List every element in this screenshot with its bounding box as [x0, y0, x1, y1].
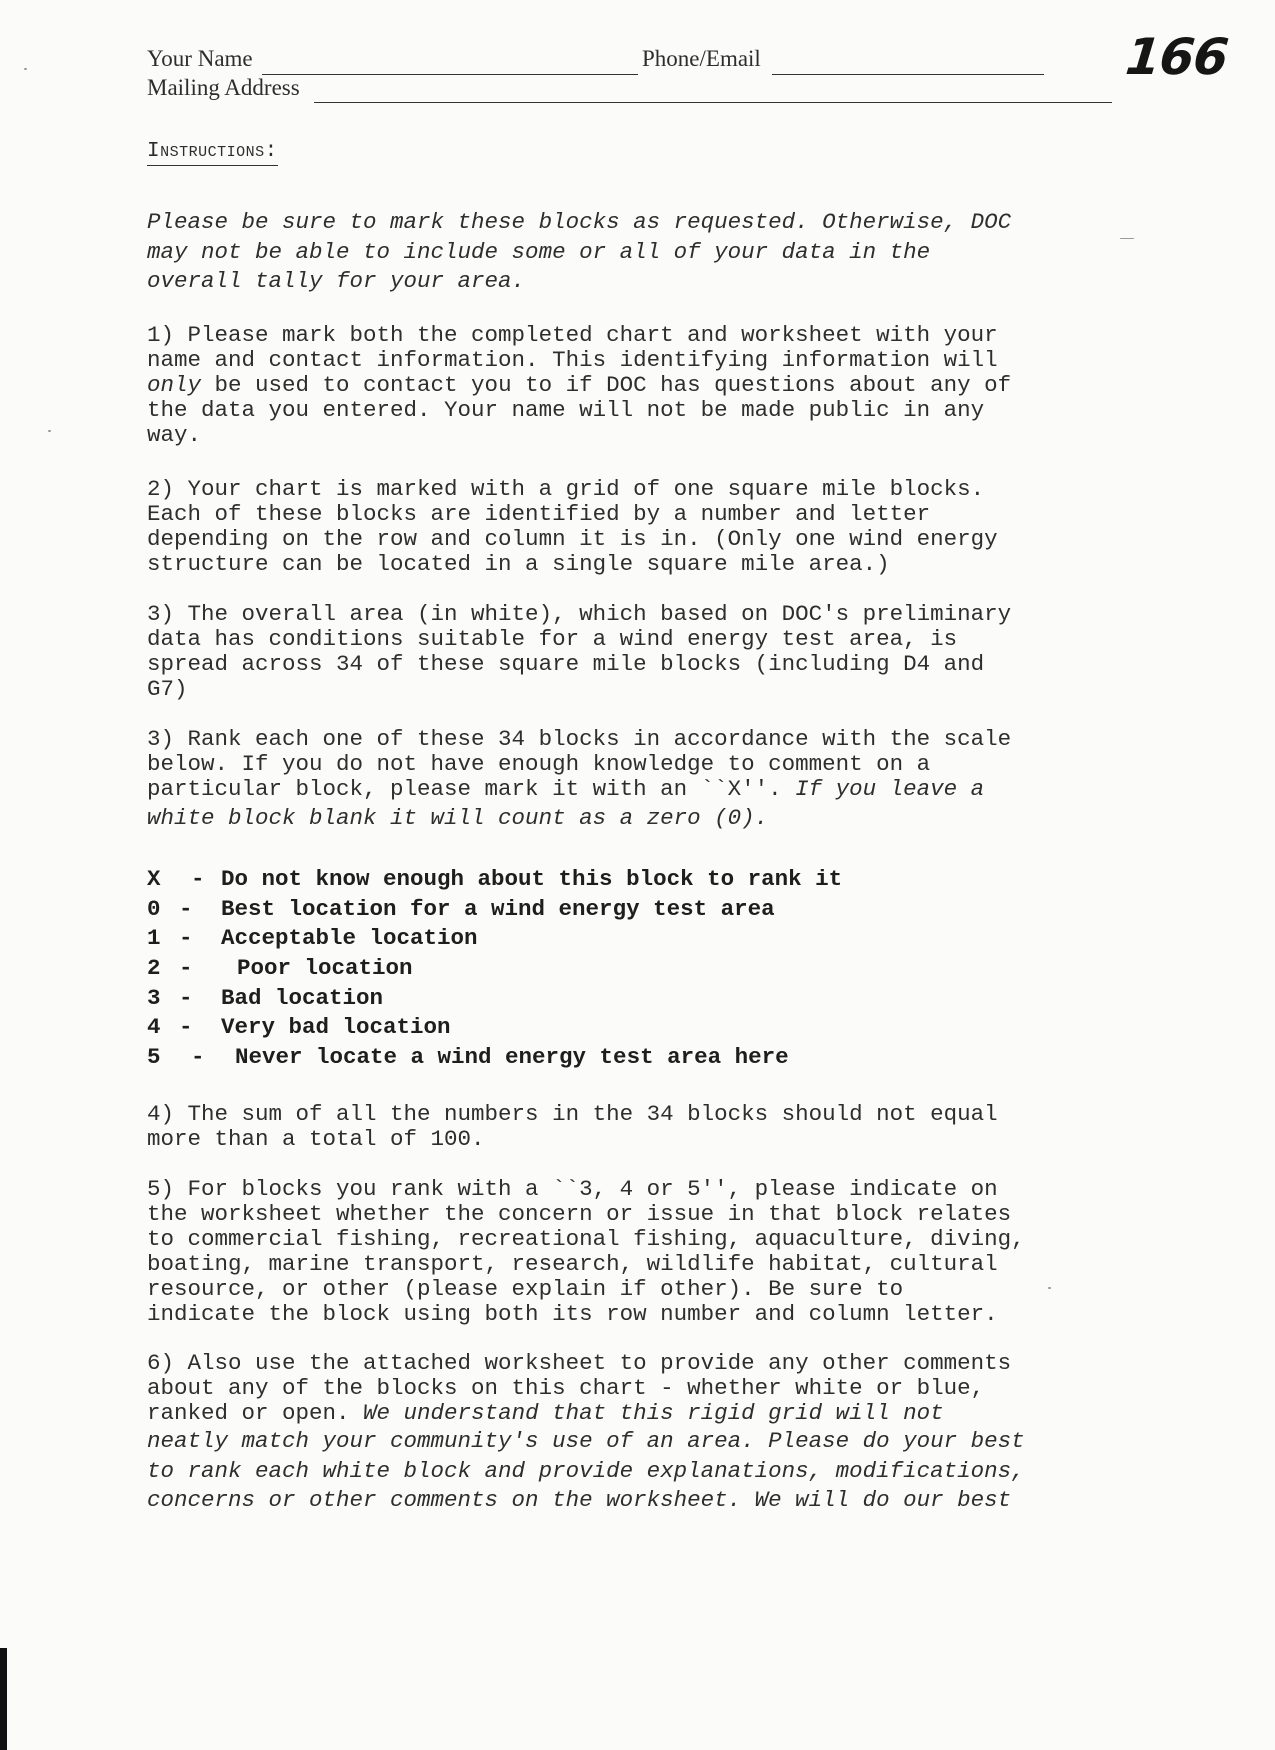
item-4-line: 4) The sum of all the numbers in the 34 blocks should not equal	[147, 1101, 998, 1127]
instruction-item-4	[147, 1102, 998, 1152]
item-6-emphasis-line: to rank each white block and provide explanations, modifications,	[147, 1457, 1025, 1484]
scale-description: Best location for a wind energy test area	[221, 895, 775, 922]
item-3-line: G7)	[147, 676, 188, 702]
scan-speck	[24, 68, 27, 70]
instruction-item-3-rank	[147, 727, 1011, 831]
phone-email-label: Phone/Email	[642, 46, 761, 71]
item-6-line	[147, 1401, 1025, 1426]
item-3b-line: 3) Rank each one of these 34 blocks in accordance with the scale	[147, 726, 1012, 752]
item-2-line: Each of these blocks are identified by a number and letter	[147, 501, 931, 527]
item-5-line: 5) For blocks you rank with a ``3, 4 or 5'', please indicate on	[147, 1176, 998, 1202]
instructions-heading: Instructions:	[147, 140, 278, 166]
mailing-address-field[interactable]	[314, 102, 1112, 103]
item-2-line: depending on the row and column it is in. (Only one wind energy	[147, 526, 998, 552]
scale-dash: -	[179, 955, 193, 982]
item-1-line: the data you entered. Your name will not be made public in any	[147, 397, 985, 423]
scale-dash: -	[191, 1044, 205, 1071]
item-6-emphasis-line: neatly match your community's use of an area. Please do your best	[147, 1428, 1025, 1454]
intro-line: Please be sure to mark these blocks as requested. Otherwise, DOC	[147, 209, 1012, 235]
item-3b-line: below. If you do not have enough knowledge to comment on a	[147, 751, 931, 777]
item-3b-line-plain: particular block, please mark it with an ``X''.	[147, 776, 796, 802]
scan-speck	[48, 430, 51, 432]
intro-line: overall tally for your area.	[147, 268, 526, 294]
item-6-line-plain: ranked or open.	[147, 1400, 364, 1426]
item-1-line: 1) Please mark both the completed chart and worksheet with your	[147, 322, 998, 348]
intro-line: may not be able to include some or all of your data in the	[147, 238, 931, 265]
item-3b-emphasis: If you leave a	[795, 776, 985, 802]
scale-description: Acceptable location	[221, 925, 478, 952]
item-1-line	[147, 373, 1011, 398]
phone-email-field[interactable]	[772, 74, 1044, 75]
scale-key: 4	[147, 1014, 161, 1041]
scan-speck	[1120, 238, 1134, 239]
item-1-line-rest: be used to contact you to if DOC has questions about any of	[201, 372, 1012, 398]
your-name-label: Your Name	[147, 46, 253, 71]
scale-dash: -	[179, 1014, 193, 1041]
item-5-line: boating, marine transport, research, wildlife habitat, cultural	[147, 1251, 998, 1277]
item-6-line: 6) Also use the attached worksheet to provide any other comments	[147, 1350, 1012, 1376]
scale-key: 1	[147, 925, 161, 952]
scale-key: X	[147, 866, 161, 892]
item-5-line: resource, or other (please explain if other). Be sure to	[147, 1276, 904, 1302]
item-3-line: 3) The overall area (in white), which based on DOC's preliminary	[147, 601, 1012, 627]
scale-description: Very bad location	[221, 1014, 451, 1041]
item-2-line: 2) Your chart is marked with a grid of one square mile blocks.	[147, 476, 985, 502]
page-number-handwritten: 166	[1122, 28, 1231, 86]
item-3-line: spread across 34 of these square mile blocks (including D4 and	[147, 651, 985, 677]
scan-speck	[1048, 1287, 1051, 1289]
item-5-line: indicate the block using both its row number and column letter.	[147, 1301, 998, 1327]
scale-dash: -	[179, 984, 193, 1011]
scale-key: 2	[147, 955, 161, 982]
item-4-line: more than a total of 100.	[147, 1126, 485, 1152]
intro-paragraph	[147, 208, 1011, 297]
instruction-item-6	[147, 1351, 1025, 1518]
scale-description: Poor location	[237, 955, 413, 982]
item-1-emphasis: only	[147, 372, 202, 398]
item-1-line: name and contact information. This identifying information will	[147, 347, 998, 373]
scale-key: 0	[147, 895, 161, 922]
instruction-item-3-area	[147, 602, 1011, 702]
scale-key: 5	[147, 1044, 161, 1071]
item-3b-emphasis-line: white block blank it will count as a zero (0).	[147, 805, 769, 831]
your-name-field[interactable]	[262, 74, 638, 75]
scale-dash: -	[179, 925, 193, 952]
scale-description: Never locate a wind energy test area here	[235, 1044, 789, 1071]
scan-edge-shadow	[0, 1648, 7, 1750]
scale-description: Do not know enough about this block to rank it	[221, 866, 843, 892]
instruction-item-2	[147, 477, 998, 577]
item-1-line: way.	[147, 422, 202, 448]
instruction-item-5	[147, 1177, 1025, 1327]
instruction-item-1	[147, 323, 1011, 448]
item-3b-line	[147, 777, 1011, 802]
scale-description: Bad location	[221, 984, 384, 1011]
item-3-line: data has conditions suitable for a wind energy test area, is	[147, 626, 958, 652]
scale-dash: -	[179, 895, 193, 922]
mailing-address-label: Mailing Address	[147, 75, 300, 100]
item-5-line: the worksheet whether the concern or issue in that block relates	[147, 1201, 1012, 1227]
item-6-emphasis: We understand that this rigid grid will not	[363, 1400, 944, 1426]
item-5-line: to commercial fishing, recreational fishing, aquaculture, diving,	[147, 1226, 1025, 1252]
item-2-line: structure can be located in a single square mile area.)	[147, 551, 890, 577]
item-6-line: about any of the blocks on this chart - whether white or blue,	[147, 1375, 985, 1401]
scale-dash: -	[191, 866, 205, 892]
scale-key: 3	[147, 984, 161, 1011]
item-6-emphasis-line: concerns or other comments on the worksheet. We will do our best	[147, 1487, 1012, 1513]
